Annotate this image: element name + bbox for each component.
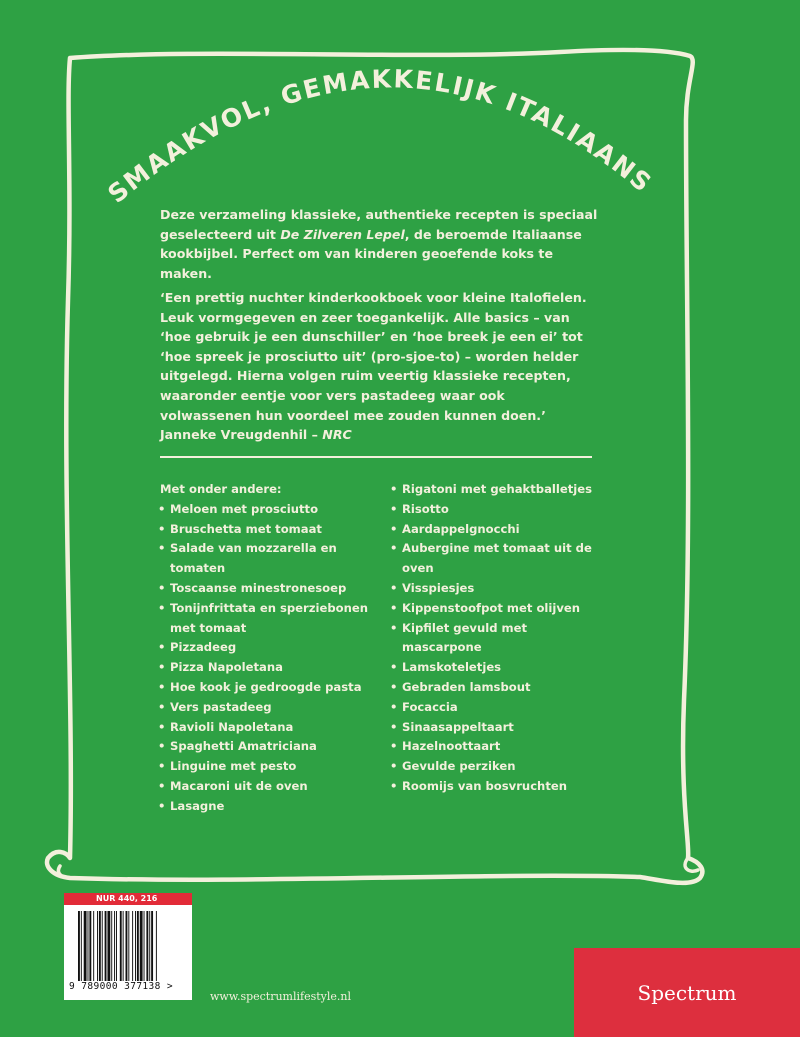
press-quote (160, 288, 600, 445)
quote-text: ‘Een prettig nuchter kinderkookboek voor kleine Italofielen. Leuk vormgegeven en zeer toegankelijk. Alle basics – van ‘hoe gebruik je een dunschiller’ en ‘hoe breek je een ei’ tot ‘hoe spreek je prosciutto uit’ (pro-sjoe-to) – worden helder uitgelegd. Hierna volgen ruim veertig klassieke recepten, waaronder eentje voor vers pastadeeg waar ook volwassenen hun voordeel mee zouden kunnen doen.’ Janneke Vreugdenhil – (160, 290, 587, 443)
recipe-left-item (158, 579, 378, 599)
intro-paragraph (160, 205, 600, 283)
bullet-icon: • (158, 679, 166, 694)
barcode-label (64, 893, 192, 1000)
recipe-left-item (158, 678, 378, 698)
bullet-icon: • (158, 719, 166, 734)
bullet-icon: • (390, 521, 398, 536)
intro-text-pre: Deze verzameling klassieke, authentieke recepten is speciaal geselecteerd uit (160, 207, 598, 242)
svg-text:SMAAKVOL, GEMAKKELIJK ITALIAAN (102, 64, 658, 208)
isbn-number: 9 789000 377138 > (69, 981, 174, 992)
recipe-name: Gevulde perziken (402, 759, 516, 774)
recipe-list-right (390, 480, 610, 797)
bullet-icon: • (390, 620, 398, 635)
bullet-icon: • (390, 580, 398, 595)
recipe-left-item (158, 599, 378, 639)
bullet-icon: • (158, 580, 166, 595)
recipe-name: Vers pastadeeg (170, 699, 272, 714)
bullet-icon: • (158, 640, 166, 655)
recipe-name: Tonijnfrittata en sperziebonen met tomaat (170, 600, 368, 635)
recipe-name: Hazelnoottaart (402, 739, 501, 754)
recipe-name: Risotto (402, 501, 449, 516)
recipe-right-item (390, 579, 610, 599)
recipe-name: Roomijs van bosvruchten (402, 778, 567, 793)
list-heading: Met onder andere: (160, 482, 282, 496)
recipe-left-item (158, 737, 378, 757)
recipe-right-item (390, 539, 610, 579)
website-url: www.spectrumlifestyle.nl (210, 990, 352, 1003)
bullet-icon: • (390, 699, 398, 714)
recipe-right-item (390, 718, 610, 738)
bullet-icon: • (158, 521, 166, 536)
bullet-icon: • (390, 719, 398, 734)
recipe-left-item (158, 638, 378, 658)
recipe-right-item (390, 698, 610, 718)
bullet-icon: • (158, 699, 166, 714)
recipe-name: Lasagne (170, 798, 225, 813)
divider (160, 456, 592, 458)
recipe-name: Macaroni uit de oven (170, 778, 308, 793)
recipe-name: Spaghetti Amatriciana (170, 739, 317, 754)
recipe-name: Lamskoteletjes (402, 660, 502, 675)
bullet-icon: • (158, 798, 166, 813)
recipe-name: Linguine met pesto (170, 759, 297, 774)
title-text: SMAAKVOL, GEMAKKELIJK ITALIAANS (102, 64, 659, 209)
recipe-name: Kipfilet gevuld met mascarpone (402, 620, 528, 655)
recipe-right-item (390, 480, 610, 500)
recipe-name: Bruschetta met tomaat (170, 521, 322, 536)
recipe-name: Rigatoni met gehaktballetjes (402, 482, 593, 496)
bullet-icon: • (390, 600, 398, 615)
recipe-name: Gebraden lamsbout (402, 679, 531, 694)
recipe-right-item (390, 757, 610, 777)
recipe-right-item (390, 678, 610, 698)
bullet-icon: • (158, 501, 166, 516)
intro-text-post: , de beroemde Italiaanse kookbijbel. Perfect om van kinderen geoefende koks te maken. (160, 226, 582, 281)
quote-source: NRC (322, 427, 352, 443)
recipe-name: Sinaasappeltaart (402, 719, 514, 734)
recipe-left-item (158, 797, 378, 817)
recipe-name: Focaccia (402, 699, 458, 714)
recipe-name: Pizzadeeg (170, 640, 237, 655)
recipe-left-item (158, 777, 378, 797)
recipe-name: Kippenstoofpot met olijven (402, 600, 581, 615)
bullet-icon: • (158, 759, 166, 774)
recipe-name: Visspiesjes (402, 580, 475, 595)
recipe-left-item (158, 718, 378, 738)
bullet-icon: • (158, 541, 166, 556)
recipe-left-item (158, 520, 378, 540)
recipe-name: Aubergine met tomaat uit de oven (402, 541, 592, 576)
recipe-name: Salade van mozzarella en tomaten (170, 541, 337, 576)
publisher-name: Spectrum (637, 980, 737, 1005)
nur-code: NUR 440, 216 (64, 893, 192, 905)
recipe-right-item (390, 520, 610, 540)
bullet-icon: • (390, 541, 398, 556)
recipe-right-item (390, 658, 610, 678)
bullet-icon: • (158, 660, 166, 675)
recipe-right-item (390, 737, 610, 757)
recipe-left-item (158, 500, 378, 520)
recipe-name: Pizza Napoletana (170, 660, 283, 675)
recipe-name: Aardappelgnocchi (402, 521, 520, 536)
bullet-icon: • (390, 501, 398, 516)
recipe-list-left (158, 480, 378, 817)
recipe-left-item (158, 539, 378, 579)
bullet-icon: • (390, 679, 398, 694)
bullet-icon: • (390, 482, 398, 496)
recipe-name: Hoe kook je gedroogde pasta (170, 679, 362, 694)
recipe-right-item (390, 619, 610, 659)
recipe-left-item (158, 698, 378, 718)
recipe-name: Meloen met prosciutto (170, 501, 319, 516)
bullet-icon: • (158, 778, 166, 793)
bullet-icon: • (390, 778, 398, 793)
bullet-icon: • (390, 739, 398, 754)
bullet-icon: • (158, 600, 166, 615)
recipe-left-item (158, 658, 378, 678)
bullet-icon: • (158, 739, 166, 754)
recipe-right-item (390, 777, 610, 797)
bullet-icon: • (390, 759, 398, 774)
recipe-right-item (390, 500, 610, 520)
recipe-name: Toscaanse minestronesoep (170, 580, 347, 595)
barcode-icon (78, 911, 182, 981)
bullet-icon: • (390, 660, 398, 675)
recipe-left-item (158, 757, 378, 777)
recipe-name: Ravioli Napoletana (170, 719, 294, 734)
publisher-logo (574, 948, 800, 1037)
recipe-right-item (390, 599, 610, 619)
intro-book-title: De Zilveren Lepel (280, 226, 405, 242)
